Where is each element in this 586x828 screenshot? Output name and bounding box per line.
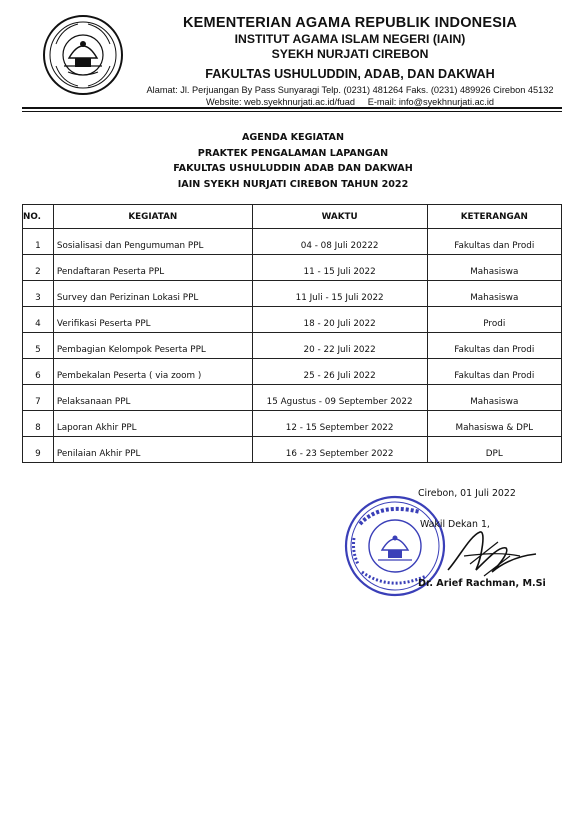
row-kegiatan: Verifikasi Peserta PPL bbox=[56, 319, 151, 329]
row-no-cell bbox=[23, 359, 54, 385]
row-no: 3 bbox=[35, 293, 41, 303]
row-waktu: 04 - 08 Juli 20222 bbox=[300, 241, 379, 251]
row-keterangan-cell bbox=[427, 229, 561, 255]
row-keterangan: Mahasiswa bbox=[470, 293, 519, 303]
row-waktu: 20 - 22 Juli 2022 bbox=[303, 345, 376, 355]
table-row bbox=[23, 411, 562, 437]
row-kegiatan-cell bbox=[53, 385, 252, 411]
faculty-title: FAKULTAS USHULUDDIN, ADAB, DAN DAKWAH bbox=[205, 67, 495, 81]
website-email: Website: web.syekhnurjati.ac.id/fuad E-mail: info@syekhnurjati.ac.id bbox=[206, 97, 494, 107]
agenda-line-1: AGENDA KEGIATAN bbox=[242, 132, 344, 143]
row-no-cell bbox=[23, 281, 54, 307]
table-row bbox=[23, 437, 562, 463]
address-line: Alamat: Jl. Perjuangan By Pass Sunyaragi Telp. (0231) 481264 Faks. (0231) 489926 Cirebon 45132 bbox=[146, 85, 554, 95]
header-kegiatan: KEGIATAN bbox=[53, 205, 252, 229]
row-keterangan-cell bbox=[427, 385, 561, 411]
ministry-title: KEMENTERIAN AGAMA REPUBLIK INDONESIA bbox=[183, 15, 517, 31]
row-waktu: 12 - 15 September 2022 bbox=[285, 423, 394, 433]
row-waktu-cell bbox=[252, 333, 427, 359]
row-waktu-cell bbox=[252, 229, 427, 255]
row-no-cell bbox=[23, 385, 54, 411]
row-kegiatan-cell bbox=[53, 411, 252, 437]
row-keterangan: Mahasiswa bbox=[470, 267, 519, 277]
row-waktu-cell bbox=[252, 437, 427, 463]
row-kegiatan: Survey dan Perizinan Lokasi PPL bbox=[56, 293, 199, 303]
handwritten-signature bbox=[440, 526, 540, 586]
header-waktu: WAKTU bbox=[252, 205, 427, 229]
row-kegiatan-cell bbox=[53, 229, 252, 255]
table-row bbox=[23, 333, 562, 359]
table-row bbox=[23, 281, 562, 307]
row-no: 7 bbox=[35, 397, 41, 407]
row-no-cell bbox=[23, 307, 54, 333]
row-keterangan: Mahasiswa & DPL bbox=[455, 423, 534, 433]
row-keterangan-cell bbox=[427, 333, 561, 359]
letterhead-rule-thick bbox=[22, 107, 562, 109]
header-no: NO. bbox=[23, 205, 54, 229]
row-kegiatan: Sosialisasi dan Pengumuman PPL bbox=[56, 241, 204, 251]
agenda-heading bbox=[0, 130, 586, 192]
row-waktu: 18 - 20 Juli 2022 bbox=[303, 319, 376, 329]
row-kegiatan-cell bbox=[53, 307, 252, 333]
row-no-cell bbox=[23, 255, 54, 281]
table-row bbox=[23, 359, 562, 385]
row-keterangan-cell bbox=[427, 359, 561, 385]
row-waktu-cell bbox=[252, 255, 427, 281]
row-no: 4 bbox=[35, 319, 41, 329]
row-no-cell bbox=[23, 229, 54, 255]
row-kegiatan-cell bbox=[53, 437, 252, 463]
row-no: 2 bbox=[35, 267, 41, 277]
table-header-row bbox=[23, 205, 562, 229]
institute-title: INSTITUT AGAMA ISLAM NEGERI (IAIN) bbox=[234, 32, 466, 46]
institute-name: SYEKH NURJATI CIREBON bbox=[271, 47, 429, 61]
row-keterangan: Mahasiswa bbox=[470, 397, 519, 407]
row-kegiatan-cell bbox=[53, 281, 252, 307]
row-waktu-cell bbox=[252, 359, 427, 385]
row-waktu: 25 - 26 Juli 2022 bbox=[303, 371, 376, 381]
row-kegiatan-cell bbox=[53, 359, 252, 385]
row-kegiatan: Pembekalan Peserta ( via zoom ) bbox=[56, 371, 202, 381]
row-no: 6 bbox=[35, 371, 41, 381]
row-no: 5 bbox=[35, 345, 41, 355]
row-kegiatan: Penilaian Akhir PPL bbox=[56, 449, 141, 459]
signer-name: Dr. Arief Rachman, M.Si bbox=[418, 578, 546, 589]
agenda-line-3: FAKULTAS USHULUDDIN ADAB DAN DAKWAH bbox=[173, 163, 413, 174]
row-no-cell bbox=[23, 437, 54, 463]
agenda-table bbox=[22, 204, 562, 463]
row-kegiatan-cell bbox=[53, 255, 252, 281]
letterhead-rule-thin bbox=[22, 111, 562, 112]
row-waktu: 15 Agustus - 09 September 2022 bbox=[266, 397, 413, 407]
table-row bbox=[23, 307, 562, 333]
row-no: 1 bbox=[35, 241, 41, 251]
row-no-cell bbox=[23, 411, 54, 437]
row-waktu-cell bbox=[252, 281, 427, 307]
institution-logo bbox=[42, 14, 124, 96]
row-keterangan: Fakultas dan Prodi bbox=[454, 345, 535, 355]
row-kegiatan: Pembagian Kelompok Peserta PPL bbox=[56, 345, 206, 355]
row-kegiatan: Laporan Akhir PPL bbox=[56, 423, 137, 433]
table-row bbox=[23, 229, 562, 255]
table-row bbox=[23, 255, 562, 281]
row-keterangan-cell bbox=[427, 411, 561, 437]
row-keterangan: Prodi bbox=[483, 319, 506, 329]
place-date: Cirebon, 01 Juli 2022 bbox=[418, 488, 516, 499]
row-no: 8 bbox=[35, 423, 41, 433]
agenda-line-2: PRAKTEK PENGALAMAN LAPANGAN bbox=[197, 147, 389, 159]
agenda-line-4: IAIN SYEKH NURJATI CIREBON TAHUN 2022 bbox=[177, 178, 409, 190]
row-keterangan: Fakultas dan Prodi bbox=[454, 241, 535, 251]
table-row bbox=[23, 385, 562, 411]
row-keterangan-cell bbox=[427, 255, 561, 281]
row-keterangan-cell bbox=[427, 281, 561, 307]
row-kegiatan: Pendaftaran Peserta PPL bbox=[56, 267, 165, 277]
row-waktu-cell bbox=[252, 411, 427, 437]
row-keterangan-cell bbox=[427, 307, 561, 333]
row-waktu-cell bbox=[252, 307, 427, 333]
header-keterangan: KETERANGAN bbox=[427, 205, 561, 229]
row-keterangan-cell bbox=[427, 437, 561, 463]
row-no-cell bbox=[23, 333, 54, 359]
row-keterangan: DPL bbox=[485, 449, 503, 459]
row-waktu: 16 - 23 September 2022 bbox=[285, 449, 394, 459]
letterhead bbox=[0, 0, 586, 110]
row-kegiatan-cell bbox=[53, 333, 252, 359]
row-no: 9 bbox=[35, 449, 41, 459]
row-waktu: 11 Juli - 15 Juli 2022 bbox=[295, 293, 384, 303]
row-kegiatan: Pelaksanaan PPL bbox=[56, 397, 131, 407]
row-keterangan: Fakultas dan Prodi bbox=[454, 371, 535, 381]
signer-role: Wakil Dekan 1, bbox=[420, 519, 490, 530]
row-waktu-cell bbox=[252, 385, 427, 411]
row-waktu: 11 - 15 Juli 2022 bbox=[303, 267, 376, 277]
